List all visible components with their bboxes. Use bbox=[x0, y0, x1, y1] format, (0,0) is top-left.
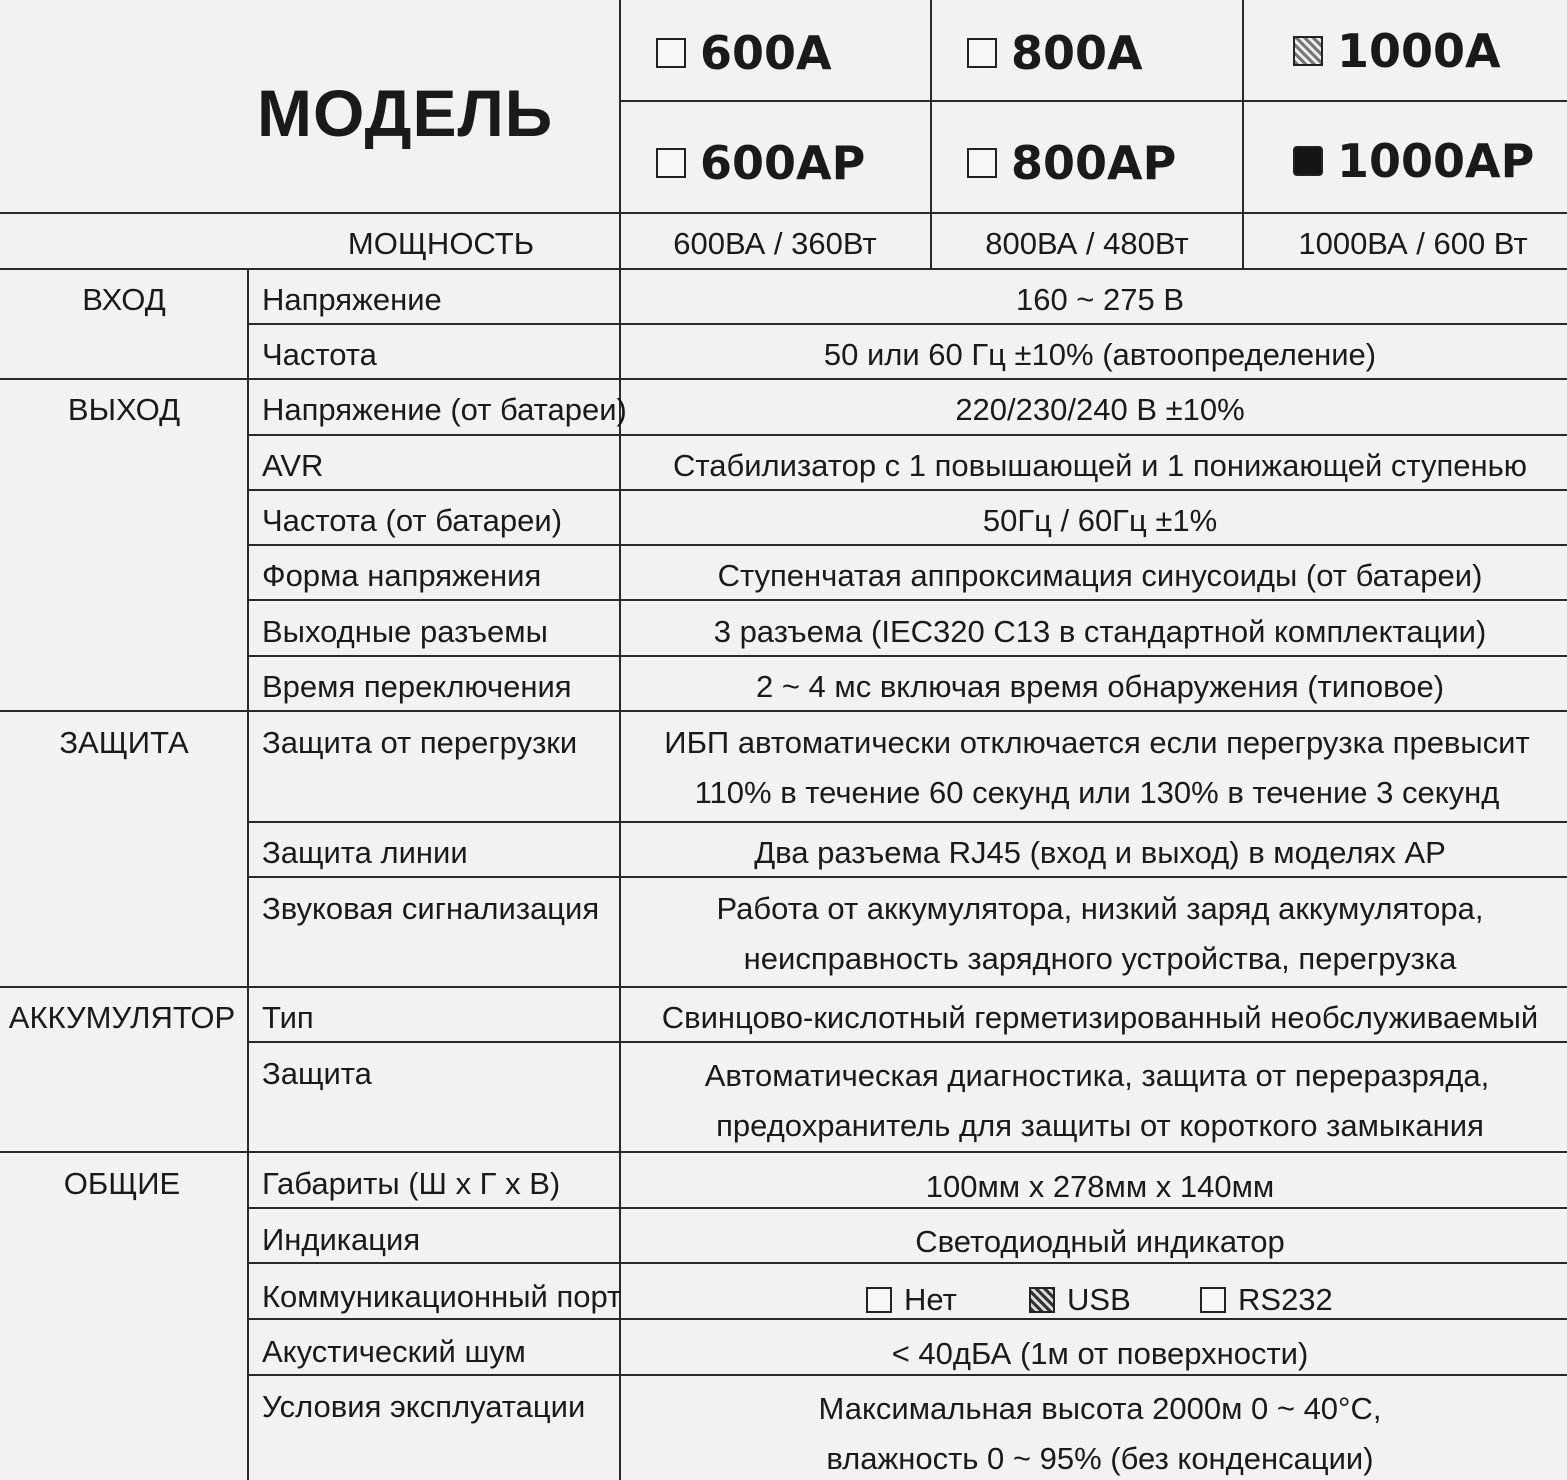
divider bbox=[0, 1151, 1567, 1153]
power-label: МОЩНОСТЬ bbox=[347, 226, 535, 261]
checkbox-checked-icon[interactable] bbox=[1293, 146, 1323, 176]
port-option-none[interactable] bbox=[866, 1282, 957, 1318]
power-value-600: 600ВА / 360Вт bbox=[673, 226, 877, 261]
divider bbox=[0, 268, 1567, 270]
model-label: 600AP bbox=[700, 136, 866, 190]
divider bbox=[247, 821, 1567, 823]
divider bbox=[247, 1207, 1567, 1209]
section-label-general: ОБЩИЕ bbox=[63, 1166, 181, 1201]
divider bbox=[0, 986, 1567, 988]
checkbox-icon[interactable] bbox=[656, 38, 686, 68]
section-label-protection: ЗАЩИТА bbox=[59, 725, 189, 760]
param-label: Время переключения bbox=[262, 669, 572, 704]
param-label: Коммуникационный порт bbox=[262, 1279, 622, 1314]
section-label-output: ВЫХОД bbox=[67, 392, 181, 427]
checkbox-icon[interactable] bbox=[967, 38, 997, 68]
port-option-usb[interactable] bbox=[1029, 1282, 1131, 1318]
model-label: 1000AP bbox=[1337, 134, 1535, 188]
param-label: Условия эксплуатации bbox=[262, 1389, 586, 1424]
model-option-800a[interactable] bbox=[967, 26, 1143, 80]
divider bbox=[247, 434, 1567, 436]
divider bbox=[247, 268, 249, 1480]
divider bbox=[247, 323, 1567, 325]
param-label: Защита bbox=[262, 1056, 372, 1091]
divider bbox=[247, 876, 1567, 878]
model-label: 1000A bbox=[1337, 24, 1501, 78]
param-value: предохранитель для защиты от короткого замыкания bbox=[716, 1108, 1484, 1143]
divider bbox=[247, 599, 1567, 601]
section-label-input: ВХОД bbox=[82, 282, 166, 317]
param-value: 50 или 60 Гц ±10% (автоопределение) bbox=[823, 337, 1377, 372]
checkbox-icon[interactable] bbox=[656, 148, 686, 178]
model-option-1000a[interactable] bbox=[1293, 24, 1501, 78]
param-label: Выходные разъемы bbox=[262, 614, 548, 649]
param-value: Светодиодный индикатор bbox=[915, 1224, 1285, 1259]
param-label: Габариты (Ш х Г х В) bbox=[262, 1166, 561, 1201]
checkbox-icon[interactable] bbox=[1293, 36, 1323, 66]
param-label: Тип bbox=[262, 1000, 314, 1035]
param-value: 160 ~ 275 В bbox=[1015, 282, 1185, 317]
divider bbox=[247, 1318, 1567, 1320]
divider bbox=[1242, 0, 1244, 268]
divider bbox=[0, 378, 1567, 380]
param-label: Напряжение bbox=[262, 282, 442, 317]
model-label: 600A bbox=[700, 26, 832, 80]
param-value: 50Гц / 60Гц ±1% bbox=[982, 503, 1218, 538]
param-label: Защита от перегрузки bbox=[262, 725, 578, 760]
param-value: < 40дБА (1м от поверхности) bbox=[891, 1336, 1309, 1371]
param-label: Звуковая сигнализация bbox=[262, 891, 600, 926]
param-value: 100мм х 278мм х 140мм bbox=[925, 1169, 1275, 1204]
param-label: AVR bbox=[262, 448, 324, 483]
param-value: влажность 0 ~ 95% (без конденсации) bbox=[826, 1441, 1374, 1476]
divider bbox=[247, 655, 1567, 657]
param-value: 3 разъема (IEC320 C13 в стандартной комплектации) bbox=[713, 614, 1487, 649]
param-value: 110% в течение 60 секунд или 130% в течение 3 секунд bbox=[694, 775, 1500, 810]
param-value: Автоматическая диагностика, защита от переразряда, bbox=[704, 1058, 1490, 1093]
param-label: Форма напряжения bbox=[262, 558, 542, 593]
param-value: 2 ~ 4 мс включая время обнаружения (типовое) bbox=[755, 669, 1445, 704]
power-value-1000: 1000ВА / 600 Вт bbox=[1298, 226, 1528, 261]
power-value-800: 800ВА / 480Вт bbox=[985, 226, 1189, 261]
param-label: Акустический шум bbox=[262, 1334, 526, 1369]
divider bbox=[247, 1262, 1567, 1264]
param-value: Свинцово-кислотный герметизированный необслуживаемый bbox=[661, 1000, 1539, 1035]
port-option-label: Нет bbox=[904, 1282, 957, 1317]
model-option-600ap[interactable] bbox=[656, 136, 866, 190]
divider bbox=[619, 0, 621, 1480]
checkbox-icon[interactable] bbox=[967, 148, 997, 178]
param-value: Максимальная высота 2000м 0 ~ 40°C, bbox=[818, 1391, 1382, 1426]
param-label: Частота bbox=[262, 337, 377, 372]
param-value: Работа от аккумулятора, низкий заряд аккумулятора, bbox=[716, 891, 1484, 926]
param-value: 220/230/240 В ±10% bbox=[955, 392, 1245, 427]
divider bbox=[0, 212, 1567, 214]
divider bbox=[247, 489, 1567, 491]
model-title: МОДЕЛЬ bbox=[257, 76, 554, 150]
param-value: Два разъема RJ45 (вход и выход) в моделях AP bbox=[754, 835, 1446, 870]
param-value: неисправность зарядного устройства, перегрузка bbox=[743, 941, 1457, 976]
divider bbox=[930, 0, 932, 268]
port-option-label: USB bbox=[1067, 1282, 1131, 1317]
param-label: Индикация bbox=[262, 1222, 421, 1257]
divider bbox=[247, 1041, 1567, 1043]
param-value: Ступенчатая аппроксимация синусоиды (от батареи) bbox=[717, 558, 1483, 593]
section-label-battery: АККУМУЛЯТОР bbox=[8, 1000, 236, 1035]
port-option-label: RS232 bbox=[1238, 1282, 1333, 1317]
param-label: Защита линии bbox=[262, 835, 468, 870]
divider bbox=[247, 1374, 1567, 1376]
checkbox-icon[interactable] bbox=[1200, 1287, 1226, 1313]
model-label: 800AP bbox=[1011, 136, 1177, 190]
param-label: Частота (от батареи) bbox=[262, 503, 563, 538]
checkbox-checked-icon[interactable] bbox=[1029, 1287, 1055, 1313]
param-label: Напряжение (от батареи) bbox=[262, 392, 627, 427]
divider bbox=[247, 544, 1567, 546]
param-value: ИБП автоматически отключается если перегрузка превысит bbox=[664, 725, 1530, 760]
model-label: 800A bbox=[1011, 26, 1143, 80]
port-option-rs232[interactable] bbox=[1200, 1282, 1333, 1318]
divider bbox=[619, 100, 1567, 102]
model-option-800ap[interactable] bbox=[967, 136, 1177, 190]
divider bbox=[0, 710, 1567, 712]
checkbox-icon[interactable] bbox=[866, 1287, 892, 1313]
model-option-1000ap[interactable] bbox=[1293, 134, 1535, 188]
model-option-600a[interactable] bbox=[656, 26, 832, 80]
param-value: Стабилизатор с 1 повышающей и 1 понижающей ступенью bbox=[673, 448, 1527, 483]
